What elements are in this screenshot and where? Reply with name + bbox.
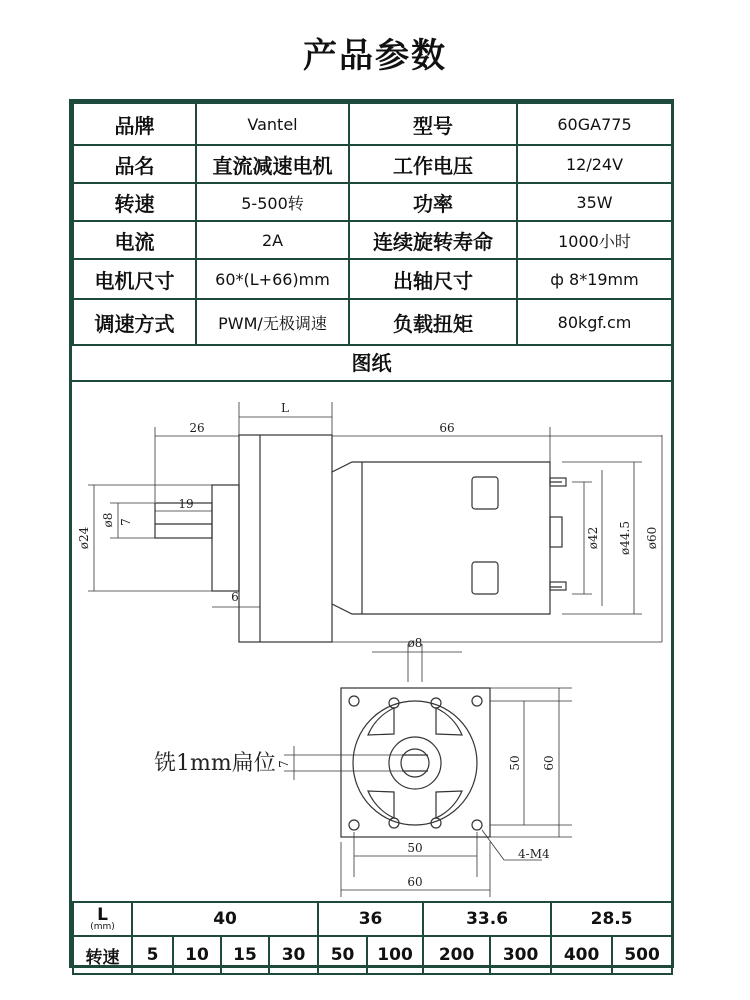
speed-value: 30 [269, 936, 318, 974]
spec-row [73, 299, 672, 345]
spec-label: 工作电压 [349, 145, 517, 183]
dim-label: ø44.5 [618, 521, 632, 555]
speed-row [73, 936, 672, 974]
l-value: 28.5 [551, 902, 672, 936]
speed-value: 400 [551, 936, 612, 974]
spec-row [73, 145, 672, 183]
spec-value: 35W [517, 183, 672, 221]
speed-label: 转速 [73, 936, 132, 974]
dim-label: 4-M4 [518, 847, 550, 861]
speed-value: 100 [367, 936, 423, 974]
spec-label: 出轴尺寸 [349, 259, 517, 299]
dim-label: ø8 [407, 636, 423, 650]
dim-label: L [281, 401, 289, 415]
spec-label: 连续旋转寿命 [349, 221, 517, 259]
front-flange [341, 688, 490, 837]
spec-value: PWM/无极调速 [196, 299, 349, 345]
l-value: 33.6 [423, 902, 551, 936]
spec-value: 1000小时 [517, 221, 672, 259]
spec-label: 品牌 [73, 103, 196, 145]
drawing-header: 图纸 [72, 346, 671, 382]
spec-label: 负载扭矩 [349, 299, 517, 345]
spec-value: 80kgf.cm [517, 299, 672, 345]
speed-value: 500 [612, 936, 672, 974]
speed-value: 300 [490, 936, 551, 974]
spec-value: 60GA775 [517, 103, 672, 145]
spec-label: 品名 [73, 145, 196, 183]
dim-label: 6 [231, 590, 239, 604]
spec-row [73, 183, 672, 221]
speed-value: 50 [318, 936, 367, 974]
dim-label: 7 [277, 760, 291, 768]
speed-table [72, 901, 673, 975]
dim-label: 50 [407, 841, 423, 855]
dim-label: 66 [439, 421, 455, 435]
spec-value: 12/24V [517, 145, 672, 183]
spec-label: 转速 [73, 183, 196, 221]
spec-value: ф 8*19mm [517, 259, 672, 299]
spec-value: 2A [196, 221, 349, 259]
spec-table [72, 102, 673, 346]
page-title: 产品参数 [303, 36, 447, 76]
technical-drawing [72, 382, 671, 899]
dim-label: 50 [508, 755, 522, 771]
l-unit: (mm) [90, 921, 115, 932]
spec-frame [69, 99, 674, 968]
spec-label: 功率 [349, 183, 517, 221]
spec-row [73, 221, 672, 259]
speed-value: 5 [132, 936, 173, 974]
spec-value: Vantel [196, 103, 349, 145]
speed-value: 15 [221, 936, 269, 974]
spec-label: 电流 [73, 221, 196, 259]
dim-label: 7 [119, 518, 133, 526]
flat-note: 铣1mm扁位 [154, 751, 276, 776]
dim-label: ø42 [586, 526, 600, 550]
spec-row [73, 259, 672, 299]
speed-value: 10 [173, 936, 221, 974]
dim-label: 19 [178, 497, 194, 511]
spec-value: 5-500转 [196, 183, 349, 221]
dim-label: 60 [542, 755, 556, 771]
spec-label: 调速方式 [73, 299, 196, 345]
gearbox-body [239, 435, 332, 642]
l-value: 40 [132, 902, 318, 936]
motor-can [332, 462, 550, 614]
spec-value: 60*(L+66)mm [196, 259, 349, 299]
dim-label: ø8 [101, 512, 115, 528]
spec-label: 型号 [349, 103, 517, 145]
length-row [73, 902, 672, 936]
spec-value: 直流减速电机 [196, 145, 349, 183]
l-value: 36 [318, 902, 423, 936]
dim-label: 60 [407, 875, 423, 889]
speed-value: 200 [423, 936, 490, 974]
spec-row [73, 103, 672, 145]
shaft-collar [212, 485, 239, 591]
dim-label: 26 [189, 421, 205, 435]
l-header [73, 902, 132, 936]
spec-label: 电机尺寸 [73, 259, 196, 299]
dim-label: ø24 [77, 526, 91, 550]
dim-label: ø60 [645, 526, 659, 550]
l-label: L [97, 904, 108, 925]
